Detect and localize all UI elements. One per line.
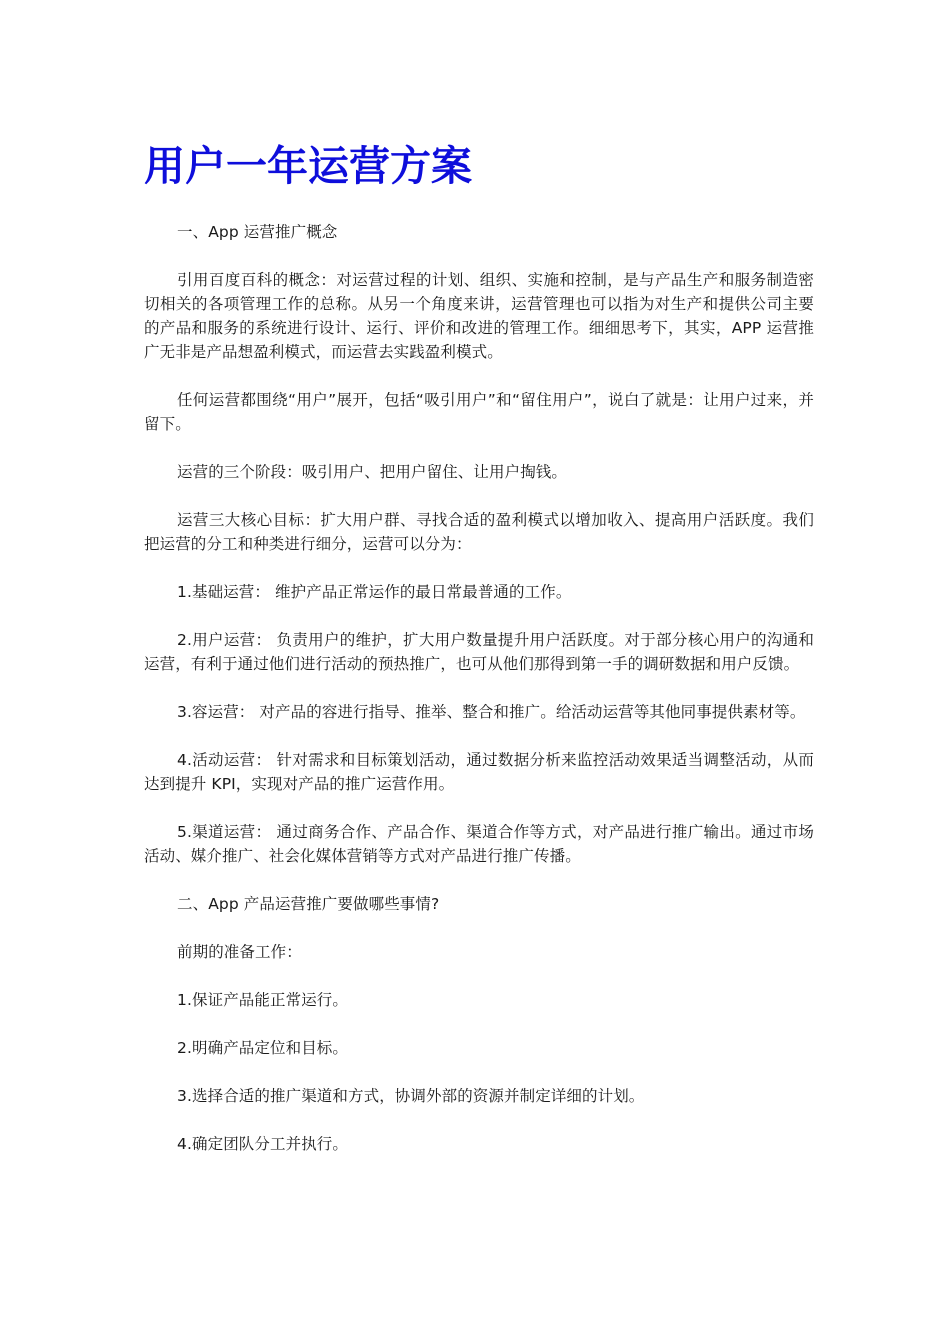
list-item-prep-3: 3.选择合适的推广渠道和方式，协调外部的资源并制定详细的计划。 (177, 1087, 645, 1105)
paragraph-three-stages: 运营的三个阶段：吸引用户、把用户留住、让用户掏钱。 (177, 463, 568, 481)
list-item-prep-2: 2.明确产品定位和目标。 (177, 1039, 348, 1057)
document-title: 用户一年运营方案 (144, 142, 472, 190)
list-item-content-ops: 3.容运营： 对产品的容进行指导、推举、整合和推广。给活动运营等其他同事提供素材等。 (177, 703, 806, 721)
list-item-channel-ops: 5.渠道运营： 通过商务合作、产品合作、渠道合作等方式，对产品进行推广输出。通过市场活动、媒介推广、社会化媒体营销等方式对产品进行推广传播。 (144, 823, 814, 865)
section-heading-concept: 一、App 运营推广概念 (177, 223, 338, 241)
paragraph-definition: 引用百度百科的概念：对运营过程的计划、组织、实施和控制，是与产品生产和服务制造密切相关的各项管理工作的总称。从另一个角度来讲，运营管理也可以指为对生产和提供公司主要的产品和服务的系统进行设计、运行、评价和改进的管理工作。细细思考下，其实，APP 运营推广无非是产品想盈利模式，而运营去实践盈利模式。 (144, 271, 814, 361)
list-item-activity-ops: 4.活动运营： 针对需求和目标策划活动，通过数据分析来监控活动效果适当调整活动，从而达到提升 KPI，实现对产品的推广运营作用。 (144, 751, 814, 793)
paragraph-core-goals: 运营三大核心目标：扩大用户群、寻找合适的盈利模式以增加收入、提高用户活跃度。我们把运营的分工和种类进行细分，运营可以分为： (144, 511, 814, 553)
section-heading-tasks: 二、App 产品运营推广要做哪些事情? (177, 895, 440, 913)
list-item-user-ops: 2.用户运营： 负责用户的维护，扩大用户数量提升用户活跃度。对于部分核心用户的沟通和运营，有利于通过他们进行活动的预热推广，也可从他们那得到第一手的调研数据和用户反馈。 (144, 631, 814, 673)
list-item-prep-1: 1.保证产品能正常运行。 (177, 991, 348, 1009)
paragraph-preparation: 前期的准备工作： (177, 943, 302, 961)
list-item-basic-ops: 1.基础运营： 维护产品正常运作的最日常最普通的工作。 (177, 583, 572, 601)
paragraph-user-focus: 任何运营都围绕“用户”展开，包括“吸引用户”和“留住用户”，说白了就是：让用户过来，并留下。 (144, 391, 814, 433)
document-body (144, 220, 814, 1180)
list-item-prep-4: 4.确定团队分工并执行。 (177, 1135, 348, 1153)
